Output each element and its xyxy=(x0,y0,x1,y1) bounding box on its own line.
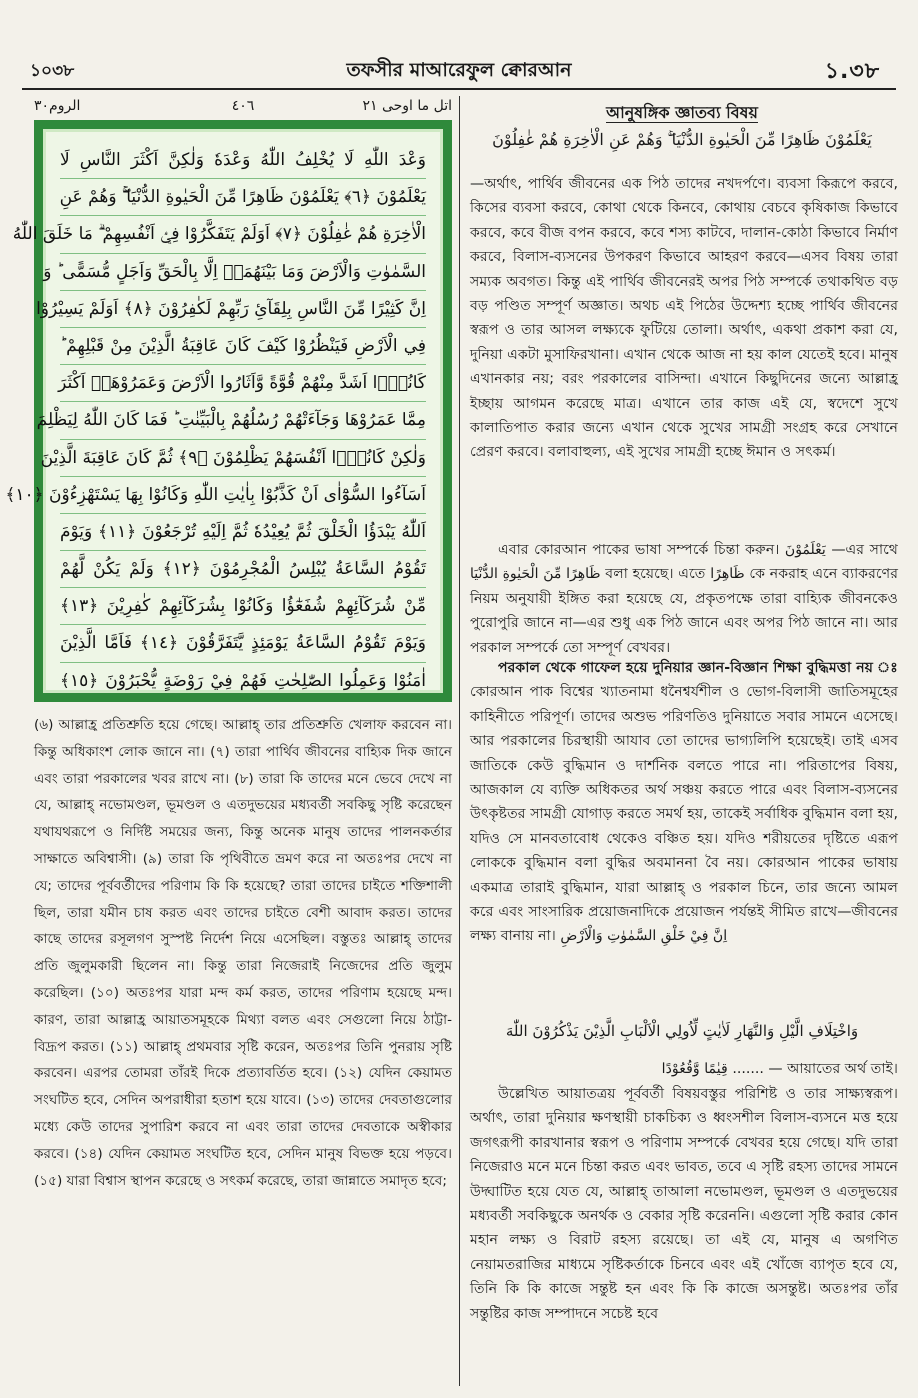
translation-block xyxy=(34,712,452,1194)
quran-line: وَيَوْمَ تَقُوْمُ السَّاعَةُ يَوْمَئِذٍ يَّتَفَرَّقُوْنَ ﴿١٤﴾ فَاَمَّا الَّذِيْنَ xyxy=(60,625,426,662)
quran-line: يَعْلَمُوْنَ ﴿٦﴾ يَعْلَمُوْنَ ظَاهِرًا مِّنَ الْحَيٰوةِ الدُّنْيَا ۖۚ وَهُمْ عَنِ xyxy=(60,179,426,216)
arabic-verse-line: وَاخْتِلَافِ الَّيْلِ وَالنَّهَارِ لَاٰيٰتٍ لِّاُولِي الْاَلْبَابِ الَّذِيْنَ يَذْكُرُوْنَ اللّٰهَ xyxy=(505,1022,859,1040)
quran-line: وَلٰكِنْ كَانُوْۤا اَنْفُسَهُمْ يَظْلِمُوْنَ ﴿٩﴾ ثُمَّ كَانَ عَاقِبَةَ الَّذِيْنَ xyxy=(60,440,426,477)
commentary-para-2: এবার কোরআন পাকের ভাষা সম্পর্কে চিন্তা করুন। يَعْلَمُوْنَ —এর সাথে ظَاهِرًا مِّنَ الْحَيٰوةِ الدُّنْيَا বলা হয়েছে। এতে ظَاهِرًا কে নকরাহ এনে ব্যাকরণের নিয়ম অনুযায়ী ইঙ্গিত করা হয়েছে যে, প্রকৃতপক্ষে তারা বাহ্যিক জীবনকেও পুরোপুরি জানে না—এর শুধু এক পিঠ জানে এবং অপর পিঠ জানে না। আর পরকাল সম্পর্কে তো সম্পূর্ণ বেখবর। xyxy=(470,542,898,656)
quran-line: مِمَّا عَمَرُوْهَا وَجَآءَتْهُمْ رُسُلُهُمْ بِالْبَيِّنٰتِ ؕ فَمَا كَانَ اللّٰهُ لِيَظْلِمَ xyxy=(60,402,426,439)
commentary-para-4: উল্লেখিত আয়াতত্রয় পূর্ববর্তী বিষয়বস্তুর পরিশিষ্ট ও তার সাক্ষ্যস্বরূপ। অর্থাৎ, তারা দুনিয়ার ক্ষণস্থায়ী চাকচিক্য ও ধ্বংসশীল বিলাস-ব্যসনে মত্ত হয়ে জগৎরূপী কারখানার স্বরূপ ও পরিণাম সম্পর্কে বেখবর হয়ে গেছে। যদি তারা নিজেরাও মনে মনে চিন্তা করত এবং ভাবত, তবে এ সৃষ্টি রহস্য তাদের সামনে উদ্ঘাটিত হয়ে যেত যে, আল্লাহ্ তাআলা নভোমণ্ডল, ভূমণ্ডল ও এতদুভয়ের মধ্যবর্তী সবকিছুকে অনর্থক ও বেকার সৃষ্টি করেননি। এগুলো সৃষ্টি করার কোন মহান লক্ষ্য ও বিরাট রহস্য রয়েছে। তা এই যে, মানুষ এ অগণিত নেয়ামতরাজির মাধ্যমে সৃষ্টিকর্তাকে চিনবে এবং এই খোঁজে ব্যাপৃত হবে যে, তিনি কি কি কাজে সন্তুষ্ট হন এবং কি কি কাজে অসন্তুষ্ট। অতঃপর তাঁর সন্তুষ্টির কাজ সম্পাদনে সচেষ্ট হবে xyxy=(470,1086,898,1322)
translation-text: (৬) আল্লাহ্র প্রতিশ্রুতি হয়ে গেছে। আল্লাহ্ তার প্রতিশ্রুতি খেলাফ করবেন না। কিন্তু অধিকাংশ লোক জানে না। (৭) তারা পার্থিব জীবনের বাহ্যিক দিক জানে এবং তারা পরকালের খবর রাখে না। (৮) তারা কি তাদের মনে ভেবে দেখে না যে, আল্লাহ্ নভোমণ্ডল, ভূমণ্ডল ও এতদুভয়ের মধ্যবর্তী সবকিছু সৃষ্টি করেছেন যথাযথরূপে ও নির্দিষ্ট সময়ের জন্য, কিন্তু অনেক মানুষ তাদের পালনকর্তার সাক্ষাতে অবিশ্বাসী। (৯) তারা কি পৃথিবীতে ভ্রমণ করে না অতঃপর দেখে না যে; তাদের পূর্ববর্তীদের পরিণাম কি কি হয়েছে? তারা তাদের চাইতে শক্তিশালী ছিল, তারা যমীন চাষ করত এবং তাদের চাইতে বেশী আবাদ করত। তাদের কাছে তাদের রসূলগণ সুস্পষ্ট নির্দেশ নিয়ে এসেছিল। বস্তুতঃ আল্লাহ্ তাদের প্রতি জুলুমকারী ছিলেন না। কিন্তু তারা নিজেরাই নিজেদের প্রতি জুলুম করেছিল। (১০) অতঃপর যারা মন্দ কর্ম করত, তাদের পরিণাম হয়েছে মন্দ। কারণ, তারা আল্লাহ্র আয়াতসমূহকে মিথ্যা বলত এবং সেগুলো নিয়ে ঠাট্টা-বিদ্রূপ করত। (১১) আল্লাহ্ প্রথমবার সৃষ্টি করেন, অতঃপর তিনি পুনরায় সৃষ্টি করবেন। এরপর তোমরা তাঁরই দিকে প্রত্যাবর্তিত হবে। (১২) যেদিন কেয়ামত সংঘটিত হবে, সেদিন অপরাধীরা হতাশ হয়ে যাবে। (১৩) তাদের দেবতাগুলোর মধ্যে কেউ তাদের সুপারিশ করবে না এবং তারা তাদের দেবতাকে অস্বীকার করবে। (১৪) যেদিন কেয়ামত সংঘটিত হবে, সেদিন মানুষ বিভক্ত হয়ে পড়বে। (১৫) যারা বিশ্বাস স্থাপন করেছে ও সৎকর্ম করেছে, তারা জান্নাতে সমাদৃত হবে; xyxy=(34,717,452,1189)
header-rule xyxy=(22,88,896,90)
section-title: আনুষঙ্গিক জ্ঞাতব্য বিষয় xyxy=(606,103,758,122)
quran-line: كَانُوْۤا اَشَدَّ مِنْهُمْ قُوَّةً وَّاَثَارُوا الْاَرْضَ وَعَمَرُوْهَاۤ اَكْثَرَ xyxy=(60,365,426,402)
page-number-left: ১০৩৮ xyxy=(30,61,75,81)
mushaf-page-number: ٤٠٦ xyxy=(231,98,255,114)
quran-frame xyxy=(5,120,452,702)
commentary-para-1: —অর্থাৎ, পার্থিব জীবনের এক পিঠ তাদের নখদর্পণে। ব্যবসা কিরূপে করবে, কিসের ব্যবসা করবে, কোথা থেকে কিনবে, কোথায় বেচবে কৃষিকাজ কিভাবে করবে, কবে বীজ বপন করবে, কবে শস্য কাটবে, দালান-কোঠা কিভাবে নির্মাণ করবে, বিলাস-ব্যসনের উপকরণ কিভাবে আহরণ করবে—এসব বিষয় তারা সম্যক অবগত। কিন্তু এই পার্থিব জীবনেরই অপর পিঠ সম্পর্কে তথাকথিত বড় বড় পণ্ডিত সম্পূর্ণ অজ্ঞাত। অথচ এই পিঠের উদ্দেশ্য হচ্ছে পার্থিব জীবনের স্বরূপ ও তার আসল লক্ষ্যকে ফুটিয়ে তোলা। অর্থাৎ, একথা প্রকাশ করা যে, দুনিয়া একটা মুসাফিরখানা। এখান থেকে আজ না হয় কাল যেতেই হবে। মানুষ এখানকার নয়; বরং পরকালের বাসিন্দা। এখানে কিছুদিনের জন্যে আল্লাহ্র ইচ্ছায় আগমন করেছে মাত্র। এখানে তার কাজ এই যে, স্বদেশে সুখে কালাতিপাত করার জন্যে এখান থেকে সুখের সামগ্রী সংগ্রহ করে সেখানে প্রেরণ করবে। বলাবাহুল্য, এই সুখের সামগ্রী হচ্ছে ঈমান ও সৎকর্ম। xyxy=(470,176,898,461)
quran-line: السَّمٰوٰتِ وَالْاَرْضَ وَمَا بَيْنَهُمَاۤ اِلَّا بِالْحَقِّ وَاَجَلٍ مُّسَمًّى ؕ وَ xyxy=(60,254,426,291)
book-title: তফসীর মাআরেফুল ক্বোরআন xyxy=(346,59,572,81)
mushaf-surah: الروم٣٠ xyxy=(34,98,81,114)
commentary-para-3: পরকাল থেকে গাফেল হয়ে দুনিয়ার জ্ঞান-বিজ্ঞান শিক্ষা বুদ্ধিমত্তা নয় ঃ কোরআন পাক বিশ্বের খ্যাতনামা ধনৈশ্বর্যশীল ও ভোগ-বিলাসী জাতিসমূহের কাহিনীতে পরিপূর্ণ। তাদের অশুভ পরিণতিও দুনিয়াতে সবার সামনে এসেছে। আর পরকালের চিরস্থায়ী আযাব তো তাদের ভাগ্যলিপি হয়েছেই। তাই এসব জাতিকে কেউ বুদ্ধিমান ও দার্শনিক বলতে পারে না। পরিতাপের বিষয়, আজকাল যে ব্যক্তি অধিকতর অর্থ সঞ্চয় করতে পারে এবং বিলাস-ব্যসনের উৎকৃষ্টতর সামগ্রী যোগাড় করতে সমর্থ হয়, তাকেই সর্বাধিক বুদ্ধিমান বলা হয়, যদিও সে মানবতাবোধ থেকেও বঞ্চিত হয়। যদিও শরীয়তের দৃষ্টিতে এরূপ লোককে বুদ্ধিমান বলা বুদ্ধির অবমাননা বৈ নয়। কোরআন পাকের ভাষায় একমাত্র তারাই বুদ্ধিমান, যারা আল্লাহ্ ও পরকাল চিনে, তার জন্যে আমল করে এবং সাংসারিক প্রয়োজনাদিকে প্রয়োজন পর্যন্তই সীমিত রাখে—জীবনের লক্ষ্য বানায় না। اِنَّ فِيْ خَلْقِ السَّمٰوٰتِ وَالْاَرْضِ xyxy=(470,660,898,945)
quran-line: اِنَّ كَثِيْرًا مِّنَ النَّاسِ بِلِقَآئِ رَبِّهِمْ لَكٰفِرُوْنَ ﴿٨﴾ اَوَلَمْ يَسِيْرُوْا xyxy=(60,291,426,328)
quran-line: تَقُوْمُ السَّاعَةُ يُبْلِسُ الْمُجْرِمُوْنَ ﴿١٢﴾ وَلَمْ يَكُنْ لَّهُمْ xyxy=(60,551,426,588)
quran-text-panel xyxy=(5,129,443,693)
mushaf-header xyxy=(34,98,452,120)
column-divider xyxy=(459,96,460,1386)
arabic-heading: يَعْلَمُوْنَ ظَاهِرًا مِّنَ الْحَيٰوةِ الدُّنْيَا ۖۚ وَهُمْ عَنِ الْاٰخِرَةِ هُمْ غٰفِلُوْنَ xyxy=(492,130,872,149)
mushaf-juz: اتل ما اوحى ٢١ xyxy=(362,98,452,114)
quran-line: اَللّٰهُ يَبْدَؤُا الْخَلْقَ ثُمَّ يُعِيْدُهٗ ثُمَّ اِلَيْهِ تُرْجَعُوْنَ ﴿١١﴾ وَيَوْمَ xyxy=(60,514,426,551)
quran-line: مِّنْ شُرَكَآئِهِمْ شُفَعٰٓؤُا وَكَانُوْا بِشُرَكَآئِهِمْ كٰفِرِيْنَ ﴿١٣﴾ xyxy=(60,588,426,625)
verse-meaning-line: قِيٰمًا وَّقُعُوْدًا ....... — আয়াতের অর্থ তাই। xyxy=(661,1061,898,1077)
quran-line: اٰمَنُوْا وَعَمِلُوا الصّٰلِحٰتِ فَهُمْ فِيْ رَوْضَةٍ يُّحْبَرُوْنَ ﴿١٥﴾ xyxy=(60,670,426,691)
running-header xyxy=(22,52,896,86)
quran-line: وَعْدَ اللّٰهِ لَا يُخْلِفُ اللّٰهُ وَعْدَهٗ وَلٰكِنَّ اَكْثَرَ النَّاسِ لَا xyxy=(60,142,426,179)
quran-line: فِي الْاَرْضِ فَيَنْظُرُوْا كَيْفَ كَانَ عَاقِبَةُ الَّذِيْنَ مِنْ قَبْلِهِمْ ؕ xyxy=(60,328,426,365)
quran-line: الْاٰخِرَةِ هُمْ غٰفِلُوْنَ ﴿٧﴾ اَوَلَمْ يَتَفَكَّرُوْا فِيْۤ اَنْفُسِهِمْ ۗ مَا خَلَقَ اللّٰهُ xyxy=(60,216,426,253)
subheading: পরকাল থেকে গাফেল হয়ে দুনিয়ার জ্ঞান-বিজ্ঞান শিক্ষা বুদ্ধিমত্তা নয় ঃ xyxy=(498,660,898,676)
quran-line: اَسَآءُوا السُّوْٓاٰى اَنْ كَذَّبُوْا بِاٰيٰتِ اللّٰهِ وَكَانُوْا بِهَا يَسْتَهْزِءُوْنَ ﴿١٠﴾ xyxy=(60,477,426,514)
page-number-right: ১.৩৮ xyxy=(824,59,880,84)
